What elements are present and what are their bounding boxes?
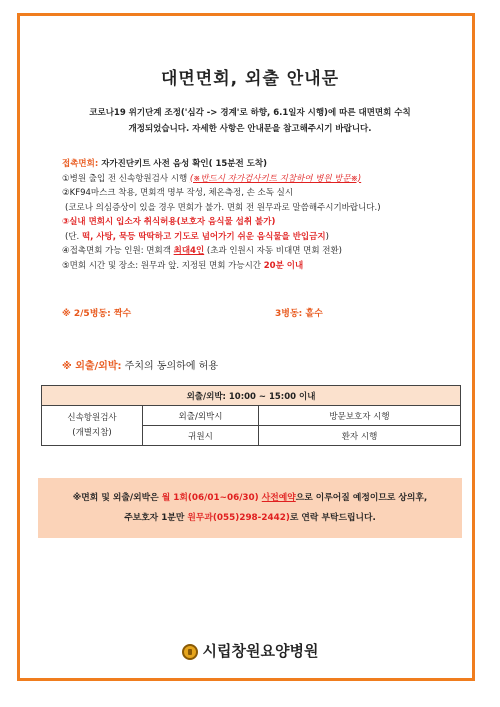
intro-line-1: 코로나19 위기단계 조정('심각 -> 경계'로 하향, 6.1일자 시행)에 따른 대면면회 수칙: [89, 108, 411, 118]
table-row1-who: 방문보호자: [329, 411, 371, 422]
contact-visit-text: 자가진단키트 사전 음성 확인( 15분전 도착): [98, 159, 267, 169]
rule-3-sub: [62, 230, 462, 245]
hospital-logo-icon: [182, 644, 198, 660]
table-side-label: 신속항원검사: [67, 412, 117, 423]
notice-l2-a: 주보호자 1분만: [124, 513, 188, 523]
rule-4-text: ④접촉면회 가능 인원: 면회객: [62, 246, 174, 256]
notice-l1-a: ※면회 및 외출/외박은: [72, 493, 162, 503]
ward-odd: 3병동: 홀수: [275, 309, 323, 319]
outing-text: 주치의 동의하에 허용: [121, 361, 218, 372]
contact-visit-label: 접촉면회:: [62, 159, 99, 169]
notice-line-2: [38, 508, 462, 528]
rule-3: [62, 215, 462, 230]
rule-1-text: ①병원 출입 전 신속항원검사 시행: [62, 173, 190, 184]
outing-table: [41, 385, 461, 446]
visit-rules: [62, 157, 462, 273]
notice-l2-phone: 원무과(055)298-2442): [187, 513, 290, 523]
notice-l1-period: 월 1회(06/01~06/30): [161, 493, 259, 503]
rule-4-note: (초과 인원시 자동 비대면 면회 전환): [204, 246, 342, 256]
table-header: 외출/외박: 10:00 ~ 15:00 이내: [42, 386, 461, 406]
notice-l2-c: 로 연락 부탁드립니다.: [289, 513, 376, 523]
hospital-footer: [0, 640, 500, 661]
table-row2-action: 시행: [358, 431, 378, 442]
rule-1-note: (※반드시 자가검사키트 지참하여 병원 방문※): [189, 173, 362, 184]
table-row1-value: [259, 406, 461, 426]
notice-l1-reservation: 사전예약: [261, 493, 296, 503]
hospital-name: 시립창원요양병원: [202, 642, 319, 660]
intro-paragraph: [0, 105, 500, 137]
rule-5-limit: 20분 이내: [263, 260, 304, 271]
rule-5-text: ⑤면회 시간 및 장소: 원무과 앞. 지정된 면회 가능시간: [62, 260, 264, 271]
rule-3-sub-text: 떡, 사탕, 묵등 딱딱하고 기도로 넘어가기 쉬운 음식물을 반입금지: [81, 231, 326, 242]
page-title: 대면면회, 외출 안내문: [160, 69, 340, 89]
ward-even: ※ 2/5병동: 짝수: [62, 309, 132, 319]
rule-4-max: 최대4인: [173, 246, 205, 256]
rule-3-note: (보호자 음식물 섭취 불가): [176, 217, 276, 227]
rule-2: ②KF94마스크 착용, 면회객 명부 작성, 체온측정, 손 소독 실시: [62, 188, 294, 198]
table-side-sub: (개별지참): [72, 427, 112, 438]
table-row2-who: 환자: [341, 431, 359, 442]
outing-line: [62, 357, 218, 372]
table-row2-value: [259, 426, 461, 446]
outing-label: ※ 외출/외박:: [62, 361, 122, 372]
rule-1: [62, 172, 462, 187]
notice-line-1: [38, 488, 462, 508]
rule-4: [62, 244, 462, 259]
table-row1-action: 시행: [370, 411, 390, 422]
intro-line-2: 개정되었습니다. 자세한 사항은 안내문을 참고해주시기 바랍니다.: [128, 124, 372, 134]
table-row1-label: 외출/외박시: [143, 406, 259, 426]
table-row2-label: 귀원시: [143, 426, 259, 446]
notice-l1-e: 으로 이루어질 예정이므로 상의후,: [295, 493, 428, 503]
table-side-cell: [42, 406, 143, 446]
rule-5: [62, 259, 462, 274]
rule-3-text: ③실내 면회시 입소자 취식허용: [62, 217, 177, 227]
rule-3-sub-close: ): [325, 231, 329, 242]
notice-box: [38, 478, 462, 538]
rule-3-sub-open: (단.: [65, 231, 82, 242]
contact-visit-heading: [62, 157, 462, 172]
rule-2-sub: (코로나 의심증상이 있을 경우 면회가 불가. 면회 전 원무과로 말씀해주시기바랍니다.): [65, 202, 381, 213]
